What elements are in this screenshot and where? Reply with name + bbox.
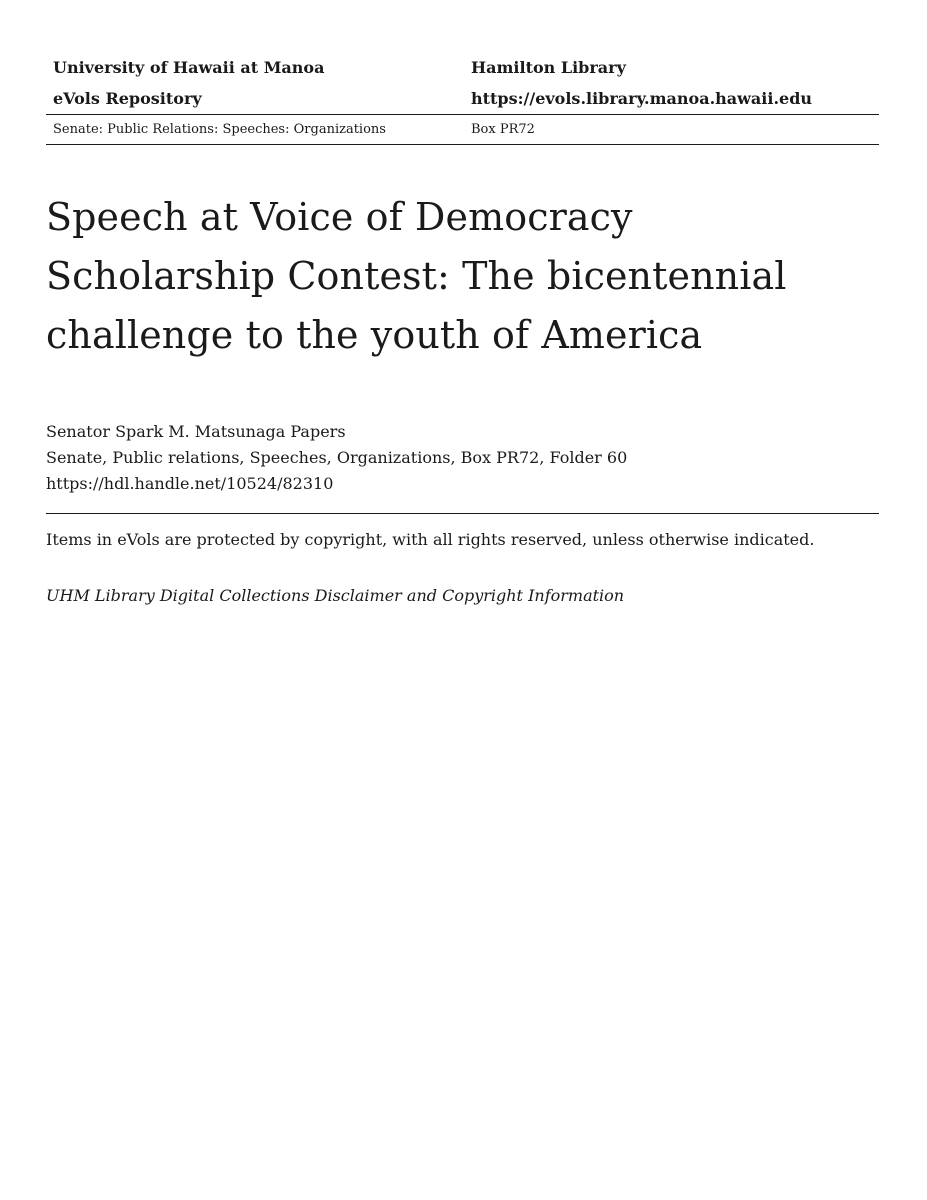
folder-location: Senate, Public relations, Speeches, Organizations, Box PR72, Folder 60: [46, 448, 628, 467]
institution-name: University of Hawaii at Manoa: [53, 58, 325, 77]
disclaimer-link[interactable]: UHM Library Digital Collections Disclaimer and Copyright Information: [46, 586, 625, 605]
header-row-1: [46, 52, 879, 83]
library-name: Hamilton Library: [471, 58, 626, 77]
header-divider-bottom: [46, 144, 879, 145]
header-subrow: [46, 115, 879, 144]
repository-name: eVols Repository: [53, 89, 202, 108]
document-title: [46, 188, 879, 365]
document-metadata: [46, 419, 627, 497]
repository-url[interactable]: https://evols.library.manoa.hawaii.edu: [471, 89, 813, 108]
metadata-divider: [46, 513, 879, 514]
handle-link[interactable]: https://hdl.handle.net/10524/82310: [46, 474, 334, 493]
document-header: [46, 52, 879, 145]
copyright-notice: Items in eVols are protected by copyright, with all rights reserved, unless otherwise indicated.: [46, 530, 815, 549]
title-line-1: Speech at Voice of Democracy: [46, 195, 633, 239]
box-label: Box PR72: [471, 122, 535, 137]
collection-path: Senate: Public Relations: Speeches: Organizations: [53, 122, 386, 137]
header-row-2: [46, 83, 879, 114]
title-line-3: challenge to the youth of America: [46, 313, 703, 357]
collection-name: Senator Spark M. Matsunaga Papers: [46, 422, 346, 441]
title-line-2: Scholarship Contest: The bicentennial: [46, 254, 787, 298]
